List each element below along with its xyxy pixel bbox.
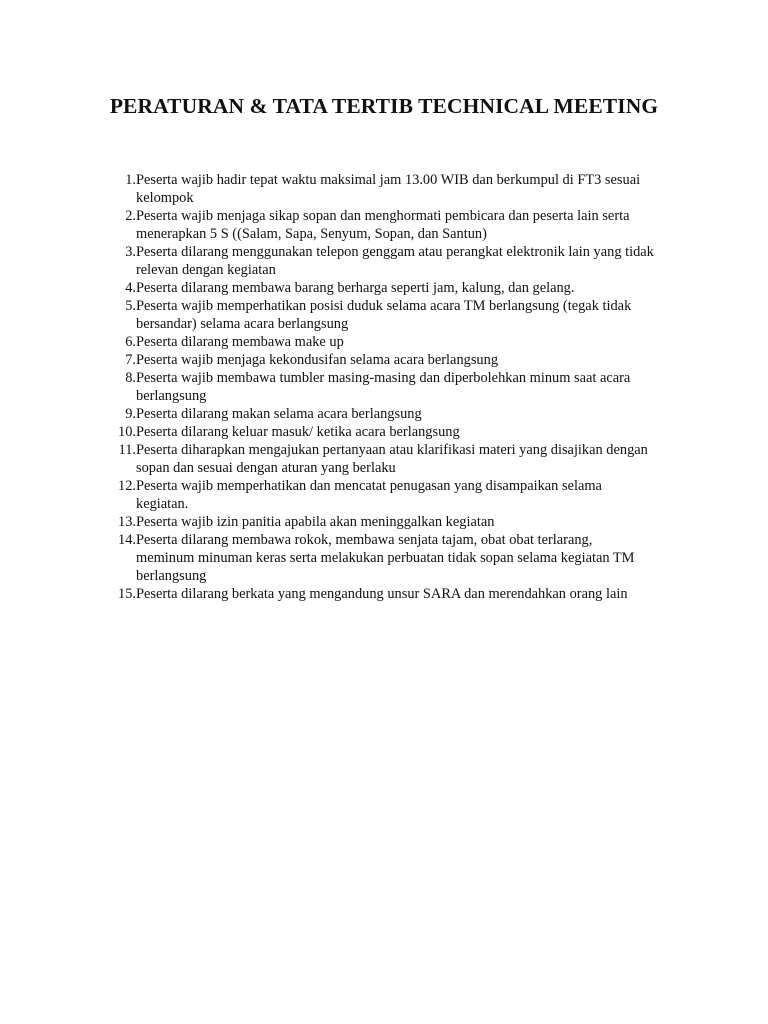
list-item — [98, 441, 688, 477]
list-item-number — [98, 207, 136, 225]
list-item-line: Peserta wajib membawa tumbler masing-masing dan diperbolehkan minum saat acara — [136, 370, 631, 386]
rules-list — [98, 171, 688, 603]
list-item-number — [98, 585, 136, 603]
list-item-text — [136, 513, 688, 531]
list-item-line: Peserta dilarang membawa rokok, membawa senjata tajam, obat obat terlarang, — [136, 532, 593, 548]
list-item-number — [98, 477, 136, 495]
list-item — [98, 171, 688, 207]
list-item-number — [98, 297, 136, 315]
list-item-text — [136, 423, 688, 441]
list-item-line: Peserta dilarang makan selama acara berlangsung — [136, 406, 422, 422]
list-item-text — [136, 333, 688, 351]
list-item-number — [98, 333, 136, 351]
list-item-line: Peserta dilarang membawa make up — [136, 334, 344, 350]
list-item-number-text: 2. — [125, 208, 136, 224]
list-item — [98, 369, 688, 405]
list-item — [98, 423, 688, 441]
list-item-number — [98, 243, 136, 261]
list-item-text — [136, 441, 688, 477]
list-item-line: Peserta dilarang membawa barang berharga seperti jam, kalung, dan gelang. — [136, 280, 575, 296]
list-item — [98, 279, 688, 297]
list-item-number-text: 7. — [125, 352, 136, 368]
list-item — [98, 405, 688, 423]
list-item-number — [98, 171, 136, 189]
list-item-line: Peserta wajib izin panitia apabila akan meninggalkan kegiatan — [136, 514, 495, 530]
list-item-text — [136, 369, 688, 405]
list-item-text — [136, 279, 688, 297]
list-item-number-text: 10. — [118, 424, 136, 440]
list-item-text — [136, 531, 688, 585]
list-item-number — [98, 531, 136, 549]
list-item-number-text: 3. — [125, 244, 136, 260]
list-item-number-text: 15. — [118, 586, 136, 602]
list-item-text — [136, 243, 688, 279]
list-item-number — [98, 513, 136, 531]
list-item — [98, 207, 688, 243]
list-item-line: Peserta wajib menjaga sikap sopan dan menghormati pembicara dan peserta lain serta — [136, 208, 630, 224]
list-item-number — [98, 441, 136, 459]
list-item — [98, 351, 688, 369]
list-item-text — [136, 297, 688, 333]
list-item — [98, 297, 688, 333]
list-item — [98, 477, 688, 513]
list-item-line: kelompok — [136, 190, 194, 206]
list-item-number — [98, 405, 136, 423]
list-item-line: bersandar) selama acara berlangsung — [136, 316, 349, 332]
list-item — [98, 531, 688, 585]
list-item-text — [136, 171, 688, 207]
list-item-number-text: 8. — [125, 370, 136, 386]
list-item-line: relevan dengan kegiatan — [136, 262, 276, 278]
list-item-line: berlangsung — [136, 388, 207, 404]
list-item-number — [98, 369, 136, 387]
list-item-number-text: 1. — [125, 172, 136, 188]
list-item-number — [98, 351, 136, 369]
list-item-line: berlangsung — [136, 568, 207, 584]
list-item — [98, 333, 688, 351]
list-item-line: Peserta dilarang berkata yang mengandung unsur SARA dan merendahkan orang lain — [136, 586, 628, 602]
list-item-number-text: 5. — [125, 298, 136, 314]
list-item-number-text: 6. — [125, 334, 136, 350]
list-item-number-text: 14. — [118, 532, 136, 548]
list-item-text — [136, 585, 688, 603]
list-item-number-text: 11. — [118, 442, 136, 458]
list-item-line: Peserta wajib memperhatikan dan mencatat penugasan yang disampaikan selama — [136, 478, 602, 494]
list-item-number — [98, 279, 136, 297]
list-item-text — [136, 477, 688, 513]
page-title: PERATURAN & TATA TERTIB TECHNICAL MEETING — [109, 94, 659, 118]
list-item-text — [136, 351, 688, 369]
list-item-line: kegiatan. — [136, 496, 189, 512]
list-item-line: Peserta wajib hadir tepat waktu maksimal jam 13.00 WIB dan berkumpul di FT3 sesuai — [136, 172, 641, 188]
list-item-number — [98, 423, 136, 441]
list-item — [98, 513, 688, 531]
list-item — [98, 243, 688, 279]
list-item-line: meminum minuman keras serta melakukan perbuatan tidak sopan selama kegiatan TM — [136, 550, 635, 566]
list-item-line: Peserta diharapkan mengajukan pertanyaan atau klarifikasi materi yang disajikan dengan — [136, 442, 648, 458]
list-item-line: Peserta wajib memperhatikan posisi duduk selama acara TM berlangsung (tegak tidak — [136, 298, 632, 314]
list-item-line: Peserta dilarang keluar masuk/ ketika acara berlangsung — [136, 424, 460, 440]
list-item-text — [136, 405, 688, 423]
list-item — [98, 585, 688, 603]
list-item-number-text: 12. — [118, 478, 136, 494]
list-item-line: Peserta wajib menjaga kekondusifan selama acara berlangsung — [136, 352, 499, 368]
list-item-line: sopan dan sesuai dengan aturan yang berlaku — [136, 460, 396, 476]
list-item-line: Peserta dilarang menggunakan telepon genggam atau perangkat elektronik lain yang tidak — [136, 244, 654, 260]
list-item-number-text: 13. — [118, 514, 136, 530]
list-item-line: menerapkan 5 S ((Salam, Sapa, Senyum, Sopan, dan Santun) — [136, 226, 487, 242]
list-item-number-text: 4. — [125, 280, 136, 296]
list-item-number-text: 9. — [125, 406, 136, 422]
list-item-text — [136, 207, 688, 243]
